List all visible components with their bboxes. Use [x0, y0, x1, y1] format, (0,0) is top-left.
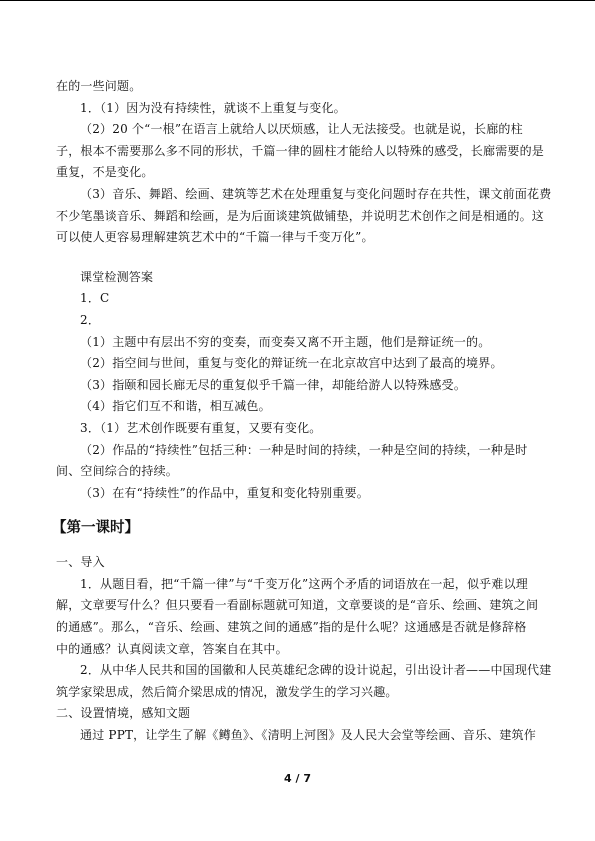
paragraph-line: 的通感”。那么，“音乐、绘画、建筑之间的通感”指的是什么呢？这通感是否就是修辞格 — [56, 620, 527, 635]
answer-item: 3．（1）艺术创作既要有重复，又要有变化。 — [80, 420, 322, 435]
answer-item: 2． — [80, 312, 101, 327]
paragraph-line: 子，根本不需要那么多不同的形状，千篇一律的圆柱才能给人以特殊的感受，长廊需要的是 — [56, 143, 545, 158]
answer-item: （3）音乐、舞蹈、绘画、建筑等艺术在处理重复与变化问题时存在共性，课文前面花费 — [80, 186, 552, 201]
answer-item: （3）在有“持续性”的作品中，重复和变化特别重要。 — [80, 485, 369, 500]
section-title: 二、设置情境，感知文题 — [56, 706, 191, 721]
section-title: 一、导入 — [56, 555, 105, 570]
answer-item: （3）指颐和园长廊无尽的重复似乎千篇一律，却能给游人以特殊感受。 — [80, 377, 467, 392]
answer-item: （2）20 个“一根”在语言上就给人以厌烦感，让人无法接受。也就是说，长廊的柱 — [80, 122, 523, 137]
answer-item: （2）指空间与世间，重复与变化的辩证统一在北京故宫中达到了最高的境界。 — [80, 356, 503, 371]
spacer — [56, 540, 546, 552]
paragraph-line: 重复，不是变化。 — [56, 165, 154, 180]
header-rule — [0, 0, 595, 1]
answer-item: （2）作品的“持续性”包括三种：一种是时间的持续，一种是空间的持续，一种是时 — [80, 442, 528, 457]
answer-item: 1．C — [80, 291, 110, 306]
lesson-heading: 【第一课时】 — [52, 520, 139, 537]
document-body — [52, 76, 552, 747]
paragraph-line: 解，文章要写什么？但只要看一看副标题就可知道，文章要谈的是“音乐、绘画、建筑之间 — [56, 598, 539, 613]
spacer — [56, 249, 546, 267]
section-title: 课堂检测答案 — [80, 269, 154, 284]
page-number: 4 / 7 — [284, 772, 311, 785]
paragraph-line: 2．从中华人民共和国的国徽和人民英雄纪念碑的设计说起，引出设计者——中国现代建 — [80, 663, 552, 678]
spacer — [56, 504, 546, 516]
answer-item: （1）主题中有层出不穷的变奏，而变奏又离不开主题，他们是辩证统一的。 — [80, 334, 491, 349]
answer-item: （4）指它们互不和谐，相互减色。 — [80, 399, 271, 414]
paragraph-line: 筑学家梁思成，然后简介梁思成的情况，激发学生的学习兴趣。 — [56, 684, 398, 699]
paragraph-line: 可以使人更容易理解建筑艺术中的“千篇一律与千变万化”。 — [56, 230, 374, 245]
paragraph-line: 1．从题目看，把“千篇一律”与“千变万化”这两个矛盾的词语放在一起，似乎难以理 — [80, 576, 528, 591]
paragraph-line: 通过 PPT，让学生了解《鳟鱼》、《清明上河图》及人民大会堂等绘画、音乐、建筑作 — [80, 728, 536, 743]
paragraph-line: 不少笔墨谈音乐、舞蹈和绘画，是为后面谈建筑做铺垫，并说明艺术创作之间是相通的。这 — [56, 208, 545, 223]
paragraph-line: 间、空间综合的持续。 — [56, 464, 179, 479]
paragraph-line: 在的一些问题。 — [56, 79, 142, 93]
paragraph-line: 中的通感？认真阅读文章，答案自在其中。 — [56, 641, 288, 656]
answer-item: 1．（1）因为没有持续性，就谈不上重复与变化。 — [80, 100, 346, 115]
